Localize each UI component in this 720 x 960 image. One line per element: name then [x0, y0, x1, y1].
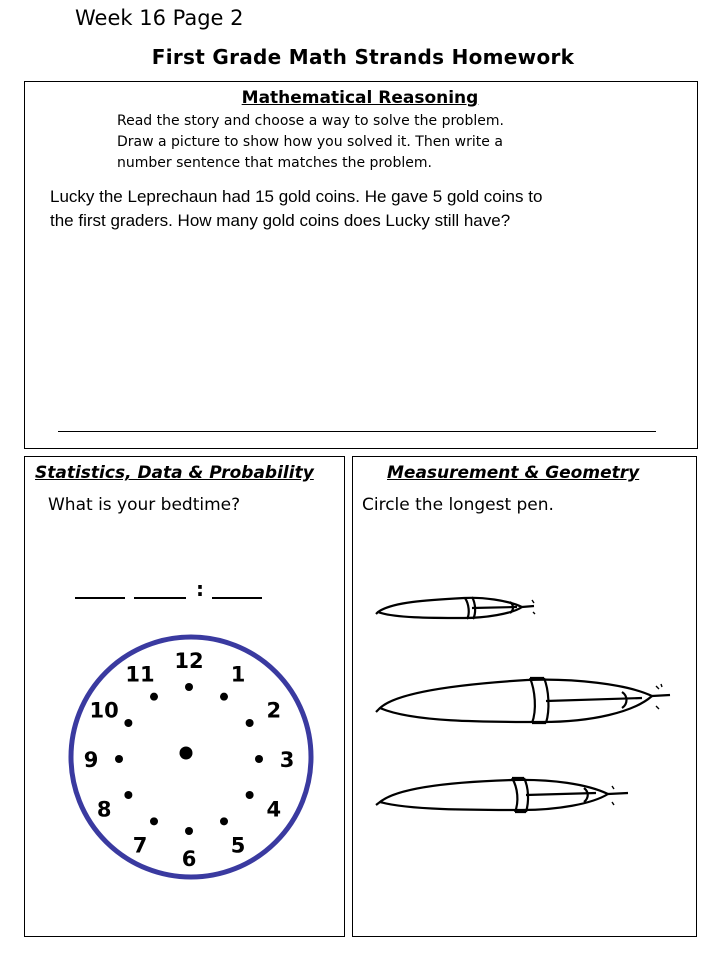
- story-line: the first graders. How many gold coins does Lucky still have?: [50, 211, 511, 230]
- clock-tick-dot: [150, 817, 158, 825]
- instruction-line: Draw a picture to show how you solved it. Then write a: [117, 134, 503, 150]
- clock-tick-dot: [246, 719, 254, 727]
- clock-number: 2: [266, 698, 282, 723]
- reasoning-heading: Mathematical Reasoning: [241, 88, 479, 108]
- clock-tick-dot: [124, 791, 132, 799]
- clock-tick-dot: [124, 719, 132, 727]
- page-number: Week 16 Page 2: [75, 6, 244, 30]
- clock-number: 6: [181, 847, 197, 871]
- instruction-line: number sentence that matches the problem.: [117, 155, 432, 171]
- clock-tick-dot: [150, 693, 158, 701]
- clock-number: 4: [266, 797, 282, 822]
- clock-tick-dot: [220, 693, 228, 701]
- medium-pen[interactable]: [376, 778, 628, 812]
- clock-number: 8: [96, 797, 112, 822]
- clock-center-dot: [180, 747, 193, 760]
- measurement-heading: Measurement & Geometry: [387, 463, 640, 483]
- reasoning-instructions: [117, 111, 637, 174]
- clock-face[interactable]: [65, 625, 317, 887]
- long-pen[interactable]: [376, 678, 670, 723]
- pens-illustration: [372, 588, 682, 828]
- number-sentence-line[interactable]: [58, 431, 656, 432]
- clock-number: 12: [174, 649, 204, 673]
- clock-tick-dot: [185, 827, 193, 835]
- clock-dots: [115, 683, 263, 835]
- minute-blank[interactable]: [212, 597, 262, 599]
- instruction-line: Read the story and choose a way to solve the problem.: [117, 113, 504, 129]
- short-pen[interactable]: [376, 597, 535, 619]
- clock-tick-dot: [185, 683, 193, 691]
- clock-number: 9: [83, 748, 99, 772]
- clock-number: 5: [230, 833, 246, 858]
- hour-blank-1[interactable]: [75, 597, 125, 599]
- clock-number: 11: [125, 662, 155, 687]
- bedtime-question: What is your bedtime?: [48, 495, 241, 515]
- clock-number: 7: [132, 833, 148, 858]
- clock-tick-dot: [115, 755, 123, 763]
- clock-tick-dot: [246, 791, 254, 799]
- time-colon: :: [196, 577, 204, 601]
- page-title: First Grade Math Strands Homework: [151, 45, 575, 69]
- clock-tick-dot: [220, 817, 228, 825]
- clock-number: 1: [230, 662, 246, 687]
- story-line: Lucky the Leprechaun had 15 gold coins. He gave 5 gold coins to: [50, 187, 543, 206]
- clock-tick-dot: [255, 755, 263, 763]
- hour-blank-2[interactable]: [134, 597, 186, 599]
- statistics-heading: Statistics, Data & Probability: [35, 463, 314, 483]
- clock-number: 3: [279, 748, 295, 772]
- word-problem: [50, 185, 690, 233]
- pen-question: Circle the longest pen.: [362, 495, 554, 515]
- clock-number: 10: [89, 698, 119, 723]
